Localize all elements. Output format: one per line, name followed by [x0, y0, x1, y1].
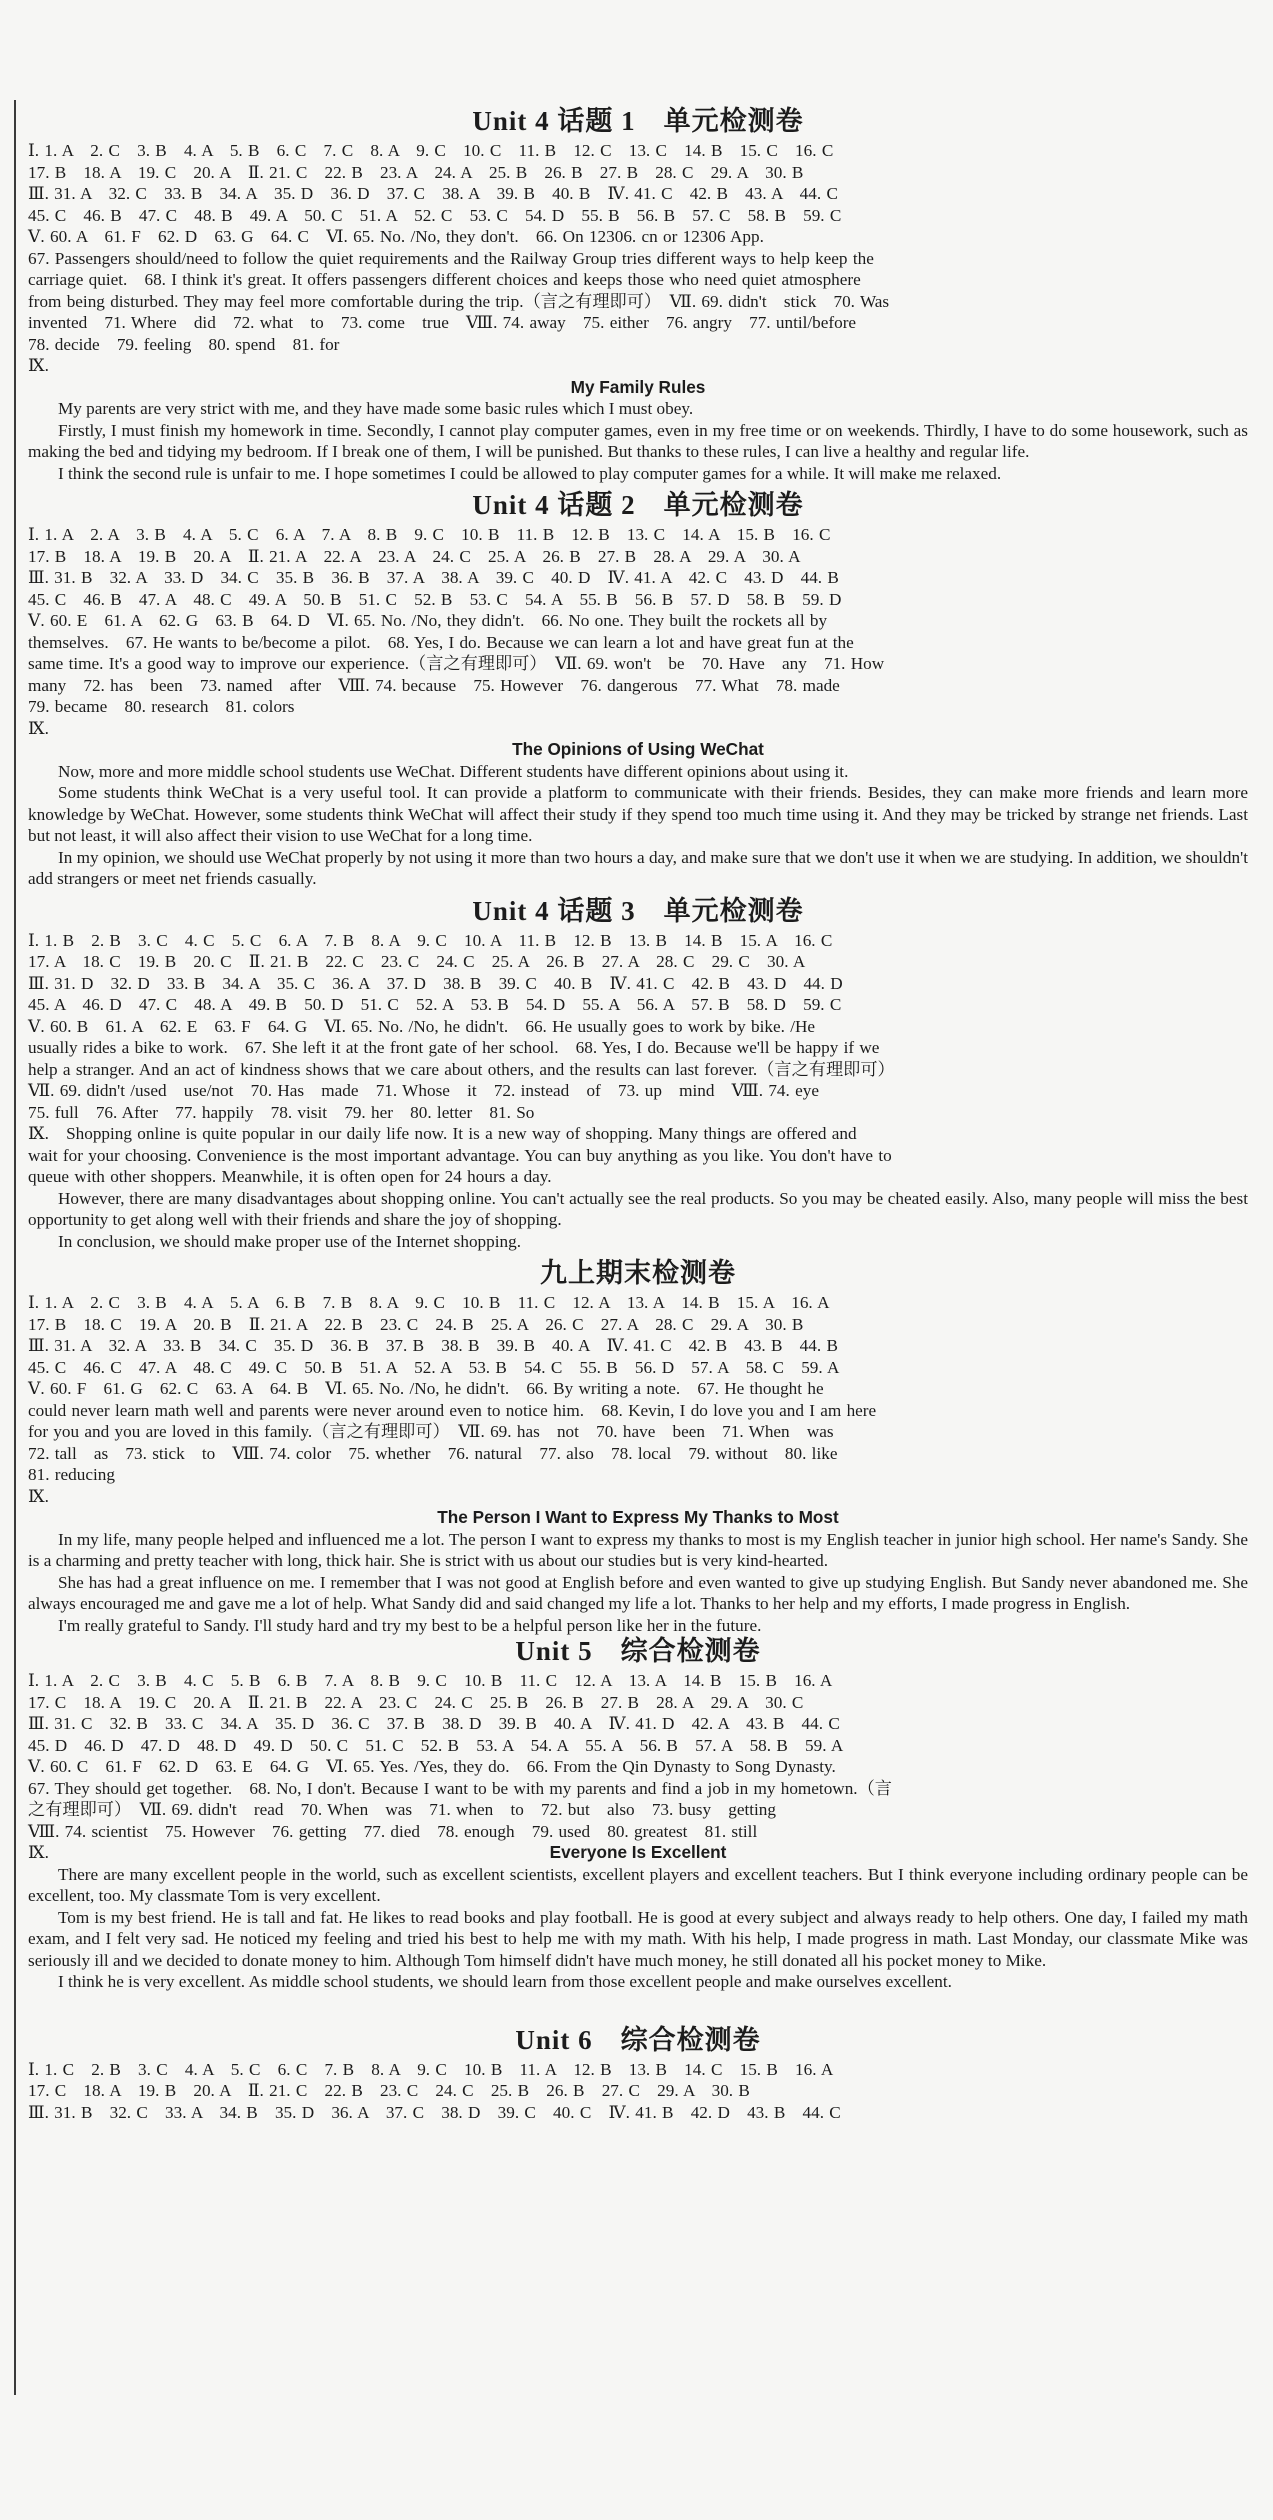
section-title: 九上期末检测卷 [540, 1258, 736, 1288]
essay-title: The Opinions of Using WeChat [512, 739, 764, 759]
answer-line: 67. Passengers should/need to follow the quiet requirements and the Railway Group tries different ways to help keep the [28, 248, 874, 268]
essay-paragraph: She has had a great influence on me. I remember that I was not good at English before and even wanted to give up studying English. But Sandy never abandoned me. She always encouraged me and gave me a lot of help. What Sandy did and said changed my life a lot. Thanks to her help and my efforts, I made progress in English. [28, 1572, 1248, 1613]
answer-line: carriage quiet. 68. I think it's great. It offers passengers different choices and keeps those who need quiet atmosphere [28, 270, 861, 289]
answer-line: Ⅲ. 31. D 32. D 33. B 34. A 35. C 36. A 37. D 38. B 39. C 40. B Ⅳ. 41. C 42. B 43. D 44. D [28, 973, 843, 993]
answer-line: Ⅲ. 31. A 32. A 33. B 34. C 35. D 36. B 37. B 38. B 39. B 40. A Ⅳ. 41. C 42. B 43. B 44. B [28, 1336, 838, 1355]
answer-line: Ⅴ. 60. F 61. G 62. C 63. A 64. B Ⅵ. 65. No. /No, he didn't. 66. By writing a note. 67. He thought he [28, 1379, 824, 1398]
essay-paragraph: Some students think WeChat is a very useful tool. It can provide a platform to communicate with their friends. Besides, they can make more friends and learn more knowledge by WeChat. However, some students think WeChat will affect their study if they spend too much time using it. And they may be tricked by strange net friends. Last but not least, it will also affect their vision to use WeChat for a long time. [28, 783, 1248, 845]
essay-paragraph: My parents are very strict with me, and they have made some basic rules which I must obey. [58, 399, 694, 418]
left-margin-rule [14, 100, 16, 2395]
section-unit4-topic1 [28, 104, 1248, 484]
essay-paragraph: Firstly, I must finish my homework in time. Secondly, I cannot play computer games, even in my free time or on weekends. Thirdly, I have to do some housework, such as making the bed and tidying my bedroom. If I break one of them, I will be punished. But thanks to these rules, I can live a healthy and regular life. [28, 420, 1248, 461]
answer-line: Ⅴ. 60. B 61. A 62. E 63. F 64. G Ⅵ. 65. No. /No, he didn't. 66. He usually goes to work by bike. /He [28, 1016, 816, 1036]
answer-line: 75. full 76. After 77. happily 78. visit 79. her 80. letter 81. So [28, 1102, 535, 1122]
answer-line: 45. D 46. D 47. D 48. D 49. D 50. C 51. C 52. B 53. A 54. A 55. A 56. B 57. A 58. B 59. A [28, 1735, 844, 1755]
answer-line: Ⅲ. 31. C 32. B 33. C 34. A 35. D 36. C 37. B 38. D 39. B 40. A Ⅳ. 41. D 42. A 43. B 44. C [28, 1714, 840, 1733]
answer-line: queue with other shoppers. Meanwhile, it is often open for 24 hours a day. [28, 1167, 552, 1186]
answer-line: for you and you are loved in this family.（言之有理即可） Ⅶ. 69. has not 70. have been 71. When was [28, 1422, 834, 1441]
answer-line: same time. It's a good way to improve our experience.（言之有理即可） Ⅶ. 69. won't be 70. Have any 71. How [28, 654, 885, 673]
section-unit4-topic3 [28, 894, 1248, 1253]
answer-line: Ⅰ. 1. A 2. C 3. B 4. A 5. A 6. B 7. B 8. A 9. C 10. B 11. C 12. A 13. A 14. B 15. A 16. A [28, 1293, 830, 1312]
answer-line: Ⅰ. 1. C 2. B 3. C 4. A 5. C 6. C 7. B 8. A 9. C 10. B 11. A 12. B 13. B 14. C 15. B 16. A [28, 2059, 834, 2079]
answer-line: Ⅸ. Shopping online is quite popular in our daily life now. It is a new way of shopping. Many things are offered and [28, 1124, 857, 1143]
answer-line: Ⅰ. 1. A 2. C 3. B 4. A 5. B 6. C 7. C 8. A 9. C 10. C 11. B 12. C 13. C 14. B 15. C 16. C [28, 141, 834, 160]
section-title: Unit 4 话题 1 单元检测卷 [472, 106, 804, 136]
answer-line: 之有理即可） Ⅶ. 69. didn't read 70. When was 71. when to 72. but also 73. busy getting [28, 1800, 776, 1819]
answer-line: 67. They should get together. 68. No, I don't. Because I want to be with my parents and find a job in my hometown.（言 [28, 1778, 892, 1798]
answer-line: Ⅲ. 31. B 32. A 33. D 34. C 35. B 36. B 37. A 38. A 39. C 40. D Ⅳ. 41. A 42. C 43. D 44. B [28, 568, 839, 587]
essay-section-label: Ⅸ. [28, 1843, 49, 1862]
answer-line: Ⅴ. 60. C 61. F 62. D 63. E 64. G Ⅵ. 65. Yes. /Yes, they do. 66. From the Qin Dynasty to Song Dynasty. [28, 1757, 836, 1776]
essay-paragraph: Now, more and more middle school students use WeChat. Different students have different opinions about using it. [58, 761, 849, 781]
section-unit6 [28, 2023, 1248, 2124]
answer-line: from being disturbed. They may feel more comfortable during the trip.（言之有理即可） Ⅶ. 69. didn't stick 70. Was [28, 291, 890, 311]
answer-key-content [28, 100, 1248, 2123]
answer-line: Ⅴ. 60. A 61. F 62. D 63. G 64. C Ⅵ. 65. No. /No, they don't. 66. On 12306. cn or 12306 App. [28, 227, 764, 246]
answer-line: 81. reducing [28, 1465, 115, 1484]
answer-line: 17. A 18. C 19. B 20. C Ⅱ. 21. B 22. C 23. C 24. C 25. A 26. B 27. A 28. C 29. C 30. A [28, 952, 806, 971]
answer-line: 45. C 46. B 47. A 48. C 49. A 50. B 51. C 52. B 53. C 54. A 55. B 56. B 57. D 58. B 59. D [28, 589, 842, 609]
answer-line: 72. tall as 73. stick to Ⅷ. 74. color 75. whether 76. natural 77. also 78. local 79. without 80. like [28, 1443, 838, 1463]
answer-line: Ⅸ. [28, 1486, 49, 1506]
answer-line: 17. B 18. C 19. A 20. B Ⅱ. 21. A 22. B 23. C 24. B 25. A 26. C 27. A 28. C 29. A 30. B [28, 1314, 804, 1334]
answer-line: 17. C 18. A 19. C 20. A Ⅱ. 21. B 22. A 23. C 24. C 25. B 26. B 27. B 28. A 29. A 30. C [28, 1692, 804, 1712]
answer-line: Ⅲ. 31. B 32. C 33. A 34. B 35. D 36. A 37. C 38. D 39. C 40. C Ⅳ. 41. B 42. D 43. B 44. C [28, 2102, 841, 2122]
section-title: Unit 5 综合检测卷 [515, 1636, 761, 1666]
essay-paragraph: However, there are many disadvantages about shopping online. You can't actually see the real products. So you may be cheated easily. Also, many people will miss the best opportunity to get along well with their friends and share the joy of shopping. [28, 1188, 1248, 1229]
section-title: Unit 4 话题 2 单元检测卷 [472, 490, 804, 520]
answer-line: 17. C 18. A 19. B 20. A Ⅱ. 21. C 22. B 23. C 24. C 25. B 26. B 27. C 29. A 30. B [28, 2081, 750, 2100]
answer-line: Ⅶ. 69. didn't /used use/not 70. Has made 71. Whose it 72. instead of 73. up mind Ⅷ. 74. eye [28, 1081, 819, 1100]
answer-line: Ⅴ. 60. E 61. A 62. G 63. B 64. D Ⅵ. 65. No. /No, they didn't. 66. No one. They built the rockets all by [28, 611, 828, 630]
essay-paragraph: In conclusion, we should make proper use of the Internet shopping. [58, 1231, 521, 1251]
essay-title: My Family Rules [570, 376, 706, 397]
essay-paragraph: I'm really grateful to Sandy. I'll study hard and try my best to be a helpful person like her in the future. [58, 1615, 762, 1635]
answer-line: 79. became 80. research 81. colors [28, 697, 295, 716]
answer-line: 45. C 46. C 47. A 48. C 49. C 50. B 51. A 52. A 53. B 54. C 55. B 56. D 57. A 58. C 59. A [28, 1357, 840, 1377]
answer-line: could never learn math well and parents were never around even to notice him. 68. Kevin, I do love you and I am here [28, 1400, 877, 1420]
answer-line: Ⅰ. 1. A 2. C 3. B 4. C 5. B 6. B 7. A 8. B 9. C 10. B 11. C 12. A 13. A 14. B 15. B 16. A [28, 1671, 833, 1690]
answer-line: usually rides a bike to work. 67. She left it at the front gate of her school. 68. Yes, I do. Because we'll be happy if we [28, 1038, 880, 1057]
answer-line: Ⅷ. 74. scientist 75. However 76. getting 77. died 78. enough 79. used 80. greatest 81. still [28, 1821, 758, 1841]
answer-line: Ⅸ. [28, 718, 49, 738]
essay-paragraph: There are many excellent people in the world, such as excellent scientists, excellent players and excellent teachers. But I think everyone including ordinary people can be excellent, too. My classmate Tom is very excellent. [28, 1864, 1248, 1905]
answer-line: Ⅰ. 1. B 2. B 3. C 4. C 5. C 6. A 7. B 8. A 9. C 10. A 11. B 12. B 13. B 14. B 15. A 16. C [28, 930, 833, 950]
essay-title: The Person I Want to Express My Thanks to Most [437, 1507, 839, 1527]
answer-line: 45. A 46. D 47. C 48. A 49. B 50. D 51. C 52. A 53. B 54. D 55. A 56. A 57. B 58. D 59. C [28, 995, 842, 1014]
essay-paragraph: In my opinion, we should use WeChat properly by not using it more than two hours a day, and make sure that we don't use it when we are studying. In addition, we shouldn't add strangers or meet net friends casually. [28, 847, 1248, 888]
essay-paragraph: Tom is my best friend. He is tall and fat. He likes to read books and play football. He is good at every subject and always ready to help others. One day, I failed my math exam, and I felt very sad. He noticed my feeling and tried his best to help me with my math. With his help, I made progress in math. Last Monday, our classmate Mike was seriously ill and we decided to donate money to him. Although Tom himself didn't have much money, he still donated all his pocket money to Mike. [28, 1907, 1248, 1970]
section-unit5 [28, 1634, 1248, 1993]
section-unit4-topic2 [28, 488, 1248, 890]
answer-line: Ⅰ. 1. A 2. A 3. B 4. A 5. C 6. A 7. A 8. B 9. C 10. B 11. B 12. B 13. C 14. A 15. B 16. C [28, 525, 831, 544]
answer-line: 45. C 46. B 47. C 48. B 49. A 50. C 51. A 52. C 53. C 54. D 55. B 56. B 57. C 58. B 59. C [28, 205, 842, 225]
section-title: Unit 6 综合检测卷 [515, 2024, 761, 2055]
answer-line: themselves. 67. He wants to be/become a pilot. 68. Yes, I do. Because we can learn a lot and have great fun at the [28, 632, 854, 652]
answer-line: wait for your choosing. Convenience is the most important advantage. You can buy anything as you like. You don't have to [28, 1145, 892, 1165]
answer-line: invented 71. Where did 72. what to 73. come true Ⅷ. 74. away 75. either 76. angry 77. until/before [28, 313, 857, 332]
essay-paragraph: In my life, many people helped and influenced me a lot. The person I want to express my thanks to most is my English teacher in junior high school. Her name's Sandy. She is a charming and pretty teacher with long, thick hair. She is strict with us about our studies but is very kind-hearted. [28, 1529, 1248, 1570]
essay-title: Everyone Is Excellent [549, 1842, 727, 1862]
section-title: Unit 4 话题 3 单元检测卷 [472, 895, 804, 926]
essay-paragraph: I think he is very excellent. As middle school students, we should learn from those excellent people and make ourselves excellent. [58, 1972, 952, 1991]
answer-line: Ⅲ. 31. A 32. C 33. B 34. A 35. D 36. D 37. C 38. A 39. B 40. B Ⅳ. 41. C 42. B 43. A 44. C [28, 184, 838, 203]
answer-line: help a stranger. And an act of kindness shows that we care about others, and the results can last forever.（言之有理即可） [28, 1059, 895, 1079]
section-final-exam [28, 1256, 1248, 1636]
answer-line: 17. B 18. A 19. B 20. A Ⅱ. 21. A 22. A 23. A 24. C 25. A 26. B 27. B 28. A 29. A 30. A [28, 546, 801, 566]
answer-line: many 72. has been 73. named after Ⅷ. 74. because 75. However 76. dangerous 77. What 78. made [28, 675, 840, 695]
answer-line: 17. B 18. A 19. C 20. A Ⅱ. 21. C 22. B 23. A 24. A 25. B 26. B 27. B 28. C 29. A 30. B [28, 162, 804, 182]
essay-paragraph: I think the second rule is unfair to me. I hope sometimes I could be allowed to play computer games for a while. It will make me relaxed. [58, 463, 1002, 483]
answer-line: 78. decide 79. feeling 80. spend 81. for [28, 334, 340, 354]
answer-line: Ⅸ. [28, 356, 49, 375]
